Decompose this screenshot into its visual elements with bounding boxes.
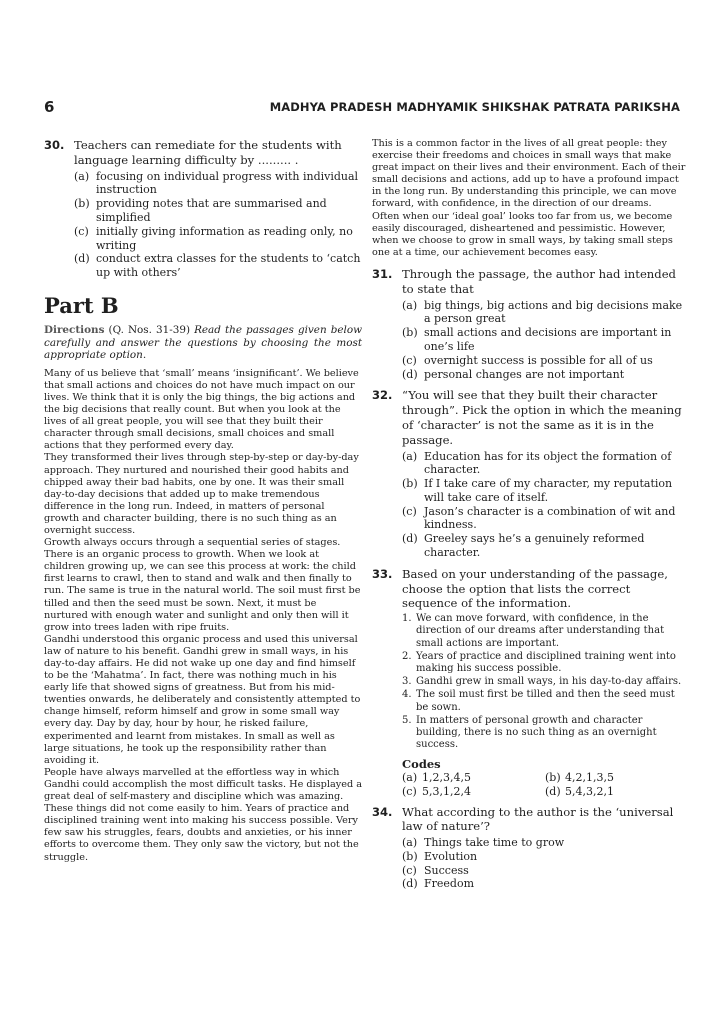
option-text: providing notes that are summarised and simplified xyxy=(96,197,327,224)
option-label: (c) xyxy=(74,224,89,238)
option-d xyxy=(402,368,688,382)
option-text: If I take care of my character, my reputation will take care of itself. xyxy=(424,477,673,504)
option-text: overnight success is possible for all of us xyxy=(424,353,653,367)
option-d xyxy=(74,252,362,280)
option-label: (c) xyxy=(402,863,417,877)
question-31 xyxy=(372,267,688,381)
code-option-c xyxy=(402,785,545,799)
left-column xyxy=(44,138,362,864)
question-body xyxy=(74,138,362,280)
code-label: (d) xyxy=(545,784,561,798)
option-list xyxy=(402,836,688,891)
option-label: (d) xyxy=(402,877,418,891)
statement-text: The soil must first be tilled and then the seed must be sown. xyxy=(416,689,675,713)
option-d xyxy=(402,532,688,560)
statement-label: 2. xyxy=(402,650,412,662)
question-33 xyxy=(372,567,688,799)
code-label: (a) xyxy=(402,770,418,784)
code-text: 5,3,1,2,4 xyxy=(422,784,471,798)
option-c xyxy=(402,505,688,533)
option-label: (d) xyxy=(402,532,418,546)
code-text: 4,2,1,3,5 xyxy=(565,770,614,784)
question-32 xyxy=(372,388,688,560)
passage-paragraph: Growth always occurs through a sequential series of stages. There is an organic process to growth. When we look at children growing up, we can see this process at work: the child first learns to crawl, then to stand and walk and then finally to run. The same is true in the natural world. The soil must first be tilled and then the seed must be sown. Next, it must be nurtured with enough water and sunlight and only then will it grow into trees laden with ripe fruits. xyxy=(44,537,361,633)
option-b xyxy=(74,197,362,225)
option-text: Education has for its object the formation of character. xyxy=(424,449,672,477)
statement-label: 4. xyxy=(402,689,412,701)
statement-item xyxy=(402,651,688,675)
question-number: 32. xyxy=(372,388,393,403)
option-b xyxy=(402,326,688,354)
option-a xyxy=(74,170,362,198)
statement-item xyxy=(402,715,688,752)
option-label: (a) xyxy=(402,836,418,850)
statement-text: We can move forward, with confidence, in the direction of our dreams after understanding that small actions are important. xyxy=(416,613,665,649)
option-label: (b) xyxy=(74,197,90,211)
option-list xyxy=(402,299,688,382)
option-c xyxy=(402,354,688,368)
option-c xyxy=(402,864,688,878)
option-label: (c) xyxy=(402,504,417,518)
question-stem: Based on your understanding of the passage, choose the option that lists the correct sequence of the information. xyxy=(402,566,668,611)
option-text: initially giving information as reading only, no writing xyxy=(96,224,353,252)
option-label: (b) xyxy=(402,477,418,491)
option-label: (b) xyxy=(402,326,418,340)
question-stem: Through the passage, the author had intended to state that xyxy=(402,266,676,296)
question-34 xyxy=(372,805,688,892)
option-text: Greeley says he’s a genuinely reformed character. xyxy=(424,532,645,560)
code-text: 5,4,3,2,1 xyxy=(565,784,614,798)
option-a xyxy=(402,299,688,327)
option-label: (d) xyxy=(74,252,90,266)
code-label: (b) xyxy=(545,770,561,784)
option-label: (b) xyxy=(402,849,418,863)
question-number: 34. xyxy=(372,804,393,819)
passage-paragraph: Gandhi understood this organic process and used this universal law of nature to his benefit. Gandhi grew in small ways, in his day-to-day affairs. He did not wake up one day and find himself to be the ‘Mahatma’. In fact, there was nothing much in his early life that showed signs of greatness. But from his mid-twenties onwards, he deliberately and consistently attempted to change himself, reform himself and grow in some small way every day. Day by day, hour by hour, he risked failure, experimented and learnt from mistakes. In small as well as large situations, he took up the responsibility rather than avoiding it. xyxy=(44,633,361,766)
statement-item xyxy=(402,613,688,650)
page-number: 6 xyxy=(44,98,55,116)
question-stem: Teachers can remediate for the students with language learning difficulty by ......... . xyxy=(74,138,342,167)
question-body xyxy=(402,388,688,560)
page-header xyxy=(44,98,680,116)
option-text: Things take time to grow xyxy=(424,836,565,850)
option-text: conduct extra classes for the students to ‘catch up with others’ xyxy=(96,252,361,280)
question-body xyxy=(402,567,688,799)
question-stem: What according to the author is the ‘universal law of nature’? xyxy=(402,804,674,834)
passage-paragraph: They transformed their lives through step-by-step or day-by-day approach. They nurtured and nourished their good habits and chipped away their bad habits, one by one. It was their small day-to-day decisions that added up to make tremendous difference in the long run. Indeed, in matters of personal growth and character building, there is no such thing as an overnight success. xyxy=(44,452,359,536)
option-a xyxy=(402,450,688,478)
statement-text: Gandhi grew in small ways, in his day-to-day affairs. xyxy=(416,676,682,688)
directions-range: (Q. Nos. 31-39) xyxy=(104,323,195,336)
option-label: (d) xyxy=(402,367,418,381)
code-option-a xyxy=(402,771,545,785)
option-text: big things, big actions and big decisions make a person great xyxy=(424,298,683,326)
code-option-d xyxy=(545,785,688,799)
option-d xyxy=(402,877,688,891)
option-text: small actions and decisions are important in one’s life xyxy=(424,326,672,353)
option-a xyxy=(402,836,688,850)
question-number: 30. xyxy=(44,138,65,152)
passage-paragraph: People have always marvelled at the effortless way in which Gandhi could accomplish the most difficult tasks. He displayed a great deal of self-mastery and discipline which was amazing. These things did not come easily to him. Years of practice and disciplined training went into making his success possible. Very few saw his struggles, fears, doubts and anxieties, or his inner efforts to overcome them. They only saw the victory, but not the struggle. xyxy=(44,766,363,863)
code-text: 1,2,3,4,5 xyxy=(422,770,471,784)
option-label: (c) xyxy=(402,353,417,367)
codes-grid xyxy=(402,771,688,799)
right-column xyxy=(372,138,688,891)
code-option-b xyxy=(545,771,688,785)
statement-label: 1. xyxy=(402,613,412,625)
statement-item xyxy=(402,676,688,688)
statement-item xyxy=(402,689,688,713)
option-label: (a) xyxy=(402,449,418,463)
part-title: Part B xyxy=(44,292,119,318)
option-b xyxy=(402,850,688,864)
option-b xyxy=(402,477,688,505)
passage-paragraph: Many of us believe that ‘small’ means ‘insignificant’. We believe that small actions and choices do not have much impact on our lives. We think that it is only the big things, the big actions and the big decisions that really count. But when you look at the lives of all great people, you will see that they built their character through small decisions, small choices and small actions that they performed every day. xyxy=(44,367,359,452)
statement-label: 3. xyxy=(402,676,412,688)
statement-list xyxy=(402,613,688,751)
question-number: 33. xyxy=(372,566,393,581)
passage-paragraph: Often when our ‘ideal goal’ looks too far from us, we become easily discouraged, disheartened and pessimistic. However, when we choose to grow in small ways, by taking small steps one at a time, our achievement becomes easy. xyxy=(372,210,673,258)
code-label: (c) xyxy=(402,784,417,798)
option-text: Success xyxy=(424,863,469,877)
option-text: personal changes are not important xyxy=(424,367,625,381)
question-30 xyxy=(44,138,362,280)
directions-text: Read the passages given below carefully and answer the questions by choosing the most appropriate option. xyxy=(44,323,362,362)
option-text: Jason’s character is a combination of wit and kindness. xyxy=(424,504,676,532)
question-number: 31. xyxy=(372,266,393,281)
option-list xyxy=(74,170,362,280)
option-text: Freedom xyxy=(424,877,475,891)
option-text: focusing on individual progress with individual instruction xyxy=(96,169,359,197)
passage-paragraph: This is a common factor in the lives of all great people: they exercise their freedoms and choices in small ways that make great impact on their lives and their environment. Each of their small decisions and actions, add up to have a profound impact in the long run. By understanding this principle, we can move forward, with confidence, in the direction of our dreams. xyxy=(372,138,686,210)
option-list xyxy=(402,450,688,560)
directions-label: Directions xyxy=(44,323,105,336)
codes-heading: Codes xyxy=(402,756,441,771)
question-body xyxy=(402,805,688,892)
running-title: MADHYA PRADESH MADHYAMIK SHIKSHAK PATRATA PARIKSHA xyxy=(269,100,680,114)
question-stem: “You will see that they built their character through”. Pick the option in which the meaning of ‘character’ is not the same as it is in the passage. xyxy=(402,388,682,447)
option-label: (a) xyxy=(74,169,90,183)
question-body xyxy=(402,267,688,381)
option-label: (a) xyxy=(402,298,418,312)
option-c xyxy=(74,225,362,253)
statement-label: 5. xyxy=(402,714,412,726)
directions xyxy=(44,324,362,362)
option-text: Evolution xyxy=(424,849,478,863)
statement-text: Years of practice and disciplined training went into making his success possible. xyxy=(416,650,676,675)
statement-text: In matters of personal growth and character building, there is no such thing as an overnight success. xyxy=(416,714,657,751)
